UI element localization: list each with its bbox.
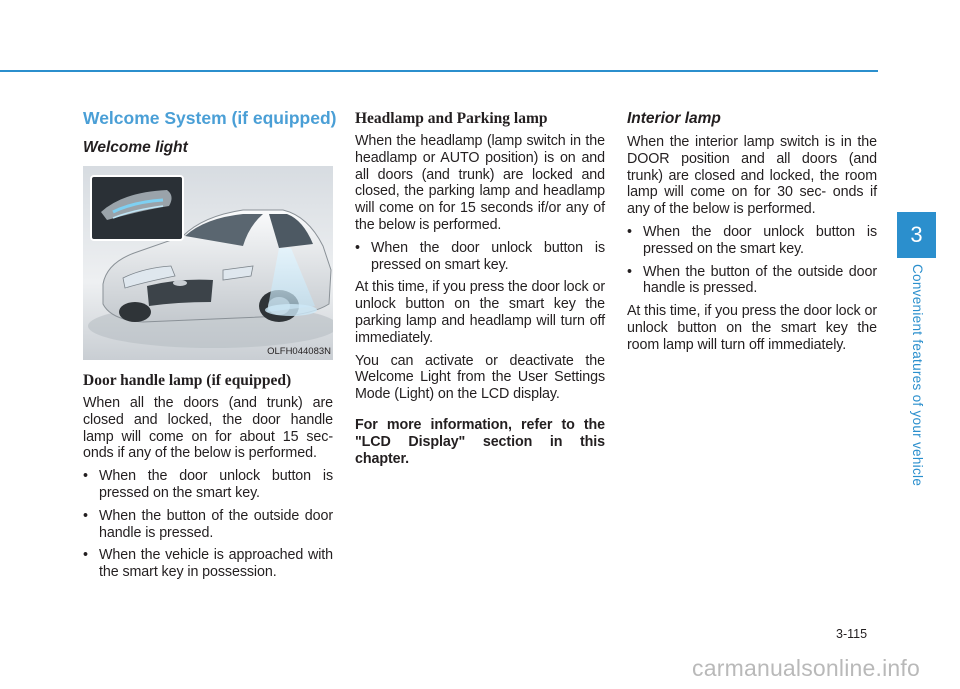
list-item bbox=[355, 240, 605, 274]
list-item-text: When the door unlock button is pressed on smart key. bbox=[371, 239, 605, 273]
column-3 bbox=[627, 108, 877, 360]
interior-lamp-paragraph-1: When the interior lamp switch is in the DOOR position and all doors (and trunk) are closed and locked, the room lamp will come on for 30 sec- onds if any of the below is performed. bbox=[627, 134, 877, 218]
headlamp-paragraph-2: At this time, if you press the door lock or unlock button on the smart key the parking lamp and headlamp will turn off immediately. bbox=[355, 279, 605, 346]
more-info-note: For more information, refer to the "LCD Display" section in this chapter. bbox=[355, 416, 605, 467]
figure-code: OLFH044083N bbox=[267, 346, 331, 357]
headlamp-bullets bbox=[355, 240, 605, 274]
watermark: carmanualsonline.info bbox=[692, 655, 920, 681]
interior-lamp-heading: Interior lamp bbox=[627, 110, 721, 127]
car-illustration bbox=[83, 166, 333, 360]
door-handle-lamp-heading: Door handle lamp (if equipped) bbox=[83, 372, 292, 389]
bullet-icon: • bbox=[83, 468, 88, 485]
welcome-light-figure bbox=[83, 166, 333, 360]
list-item-text: When the vehicle is approached with the smart key in possession. bbox=[99, 547, 333, 581]
bullet-icon: • bbox=[355, 239, 360, 256]
list-item-text: When the button of the outside door handle is pressed. bbox=[99, 507, 333, 541]
bullet-icon: • bbox=[83, 547, 88, 564]
chapter-label bbox=[897, 264, 936, 494]
chapter-label-text: Convenient features of your vehicle bbox=[909, 264, 925, 487]
headlamp-paragraph-3: You can activate or deactivate the Welcome Light from the User Settings Mode (Light) on the LCD display. bbox=[355, 352, 605, 403]
bullet-icon: • bbox=[627, 223, 632, 240]
header-rule bbox=[0, 70, 878, 72]
page-number: 3-115 bbox=[836, 627, 868, 641]
subsection-title: Welcome light bbox=[83, 139, 188, 156]
chapter-number-tab: 3 bbox=[897, 212, 936, 258]
column-1 bbox=[83, 108, 337, 587]
interior-lamp-bullets bbox=[627, 224, 877, 297]
bullet-icon: • bbox=[83, 507, 88, 524]
headlamp-heading: Headlamp and Parking lamp bbox=[355, 110, 548, 127]
interior-lamp-paragraph-2: At this time, if you press the door lock or unlock button on the smart key the room lamp will turn off immediately. bbox=[627, 303, 877, 353]
door-handle-bullets bbox=[83, 468, 333, 581]
list-item bbox=[83, 547, 333, 581]
list-item bbox=[627, 264, 877, 298]
door-handle-paragraph: When all the doors (and trunk) are closed and locked, the door handle lamp will come on for about 15 sec- onds if any of the below is performed. bbox=[83, 395, 333, 462]
list-item-text: When the button of the outside door handle is pressed. bbox=[643, 263, 877, 297]
section-title: Welcome System (if equipped) bbox=[83, 108, 337, 128]
headlamp-paragraph-1: When the headlamp (lamp switch in the headlamp or AUTO position) is on and all doors (and trunk) are locked and closed, the parking lamp and headlamp will come on for 15 seconds if/or any of the below is performed. bbox=[355, 133, 605, 233]
list-item bbox=[83, 468, 333, 502]
column-2 bbox=[355, 108, 605, 473]
list-item bbox=[627, 224, 877, 258]
list-item-text: When the door unlock button is pressed on the smart key. bbox=[643, 223, 877, 257]
list-item bbox=[83, 508, 333, 542]
bullet-icon: • bbox=[627, 263, 632, 280]
list-item-text: When the door unlock button is pressed on the smart key. bbox=[99, 468, 333, 501]
